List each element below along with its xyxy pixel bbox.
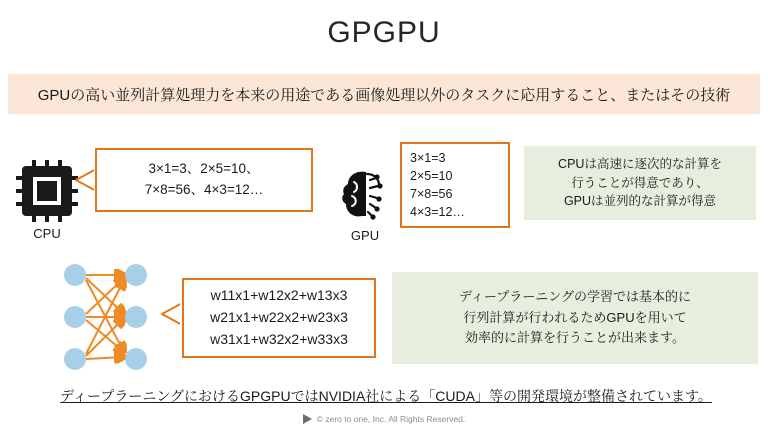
definition-banner-text: GPUの高い並列計算処理力を本来の用途である画像処理以外のタスクに応用すること、またはその技術 xyxy=(37,86,731,104)
weights-box xyxy=(182,278,376,358)
credit-bar xyxy=(0,414,768,424)
cpu-chip-icon xyxy=(22,166,72,216)
brain-icon xyxy=(336,168,390,222)
gpu-equation-line: 7×8=56 xyxy=(410,187,453,202)
cpu-equation-line: 7×8=56、4×3=12… xyxy=(144,182,264,197)
neural-network-icon xyxy=(62,262,170,372)
deep-learning-note-line: 行列計算が行われるためGPUを用いて xyxy=(463,309,687,325)
weights-line: w21x1+w22x2+w23x3 xyxy=(210,309,348,326)
weights-line: w31x1+w32x2+w33x3 xyxy=(210,330,348,347)
gpu-equation-line: 2×5=10 xyxy=(410,169,453,184)
cpu-gpu-note-line: CPUは高速に逐次的な計算を xyxy=(558,156,722,171)
credit-text: © zero to one, Inc. All Rights Reserved. xyxy=(316,414,466,424)
cpu-gpu-note-line: 行うことが得意であり、 xyxy=(571,175,709,190)
play-triangle-icon xyxy=(303,414,312,424)
gpu-label: GPU xyxy=(350,228,380,243)
deep-learning-note-line: 効率的に計算を行うことが出来ます。 xyxy=(465,330,685,346)
definition-banner xyxy=(8,74,760,114)
weights-callout-tail xyxy=(160,300,184,328)
deep-learning-note-line: ディープラーニングの学習では基本的に xyxy=(458,288,692,304)
cpu-label: CPU xyxy=(33,226,61,241)
gpu-equation-line: 4×3=12… xyxy=(410,205,465,220)
cpu-gpu-note xyxy=(524,146,756,220)
deep-learning-note xyxy=(392,272,758,364)
page-title: GPGPU xyxy=(327,16,441,49)
gpu-equations-box xyxy=(400,142,510,228)
footer-statement: ディープラーニングにおけるGPGPUではNVIDIA社による「CUDA」等の開発環境が整備されています。 xyxy=(60,388,712,404)
cpu-equation-line: 3×1=3、2×5=10、 xyxy=(148,161,260,177)
gpu-equation-line: 3×1=3 xyxy=(410,151,446,165)
weights-line: w11x1+w12x2+w13x3 xyxy=(210,287,348,304)
cpu-gpu-note-line: GPUは並列的な計算が得意 xyxy=(563,194,717,209)
cpu-chip-core xyxy=(33,177,61,205)
cpu-equations-box xyxy=(95,148,313,212)
